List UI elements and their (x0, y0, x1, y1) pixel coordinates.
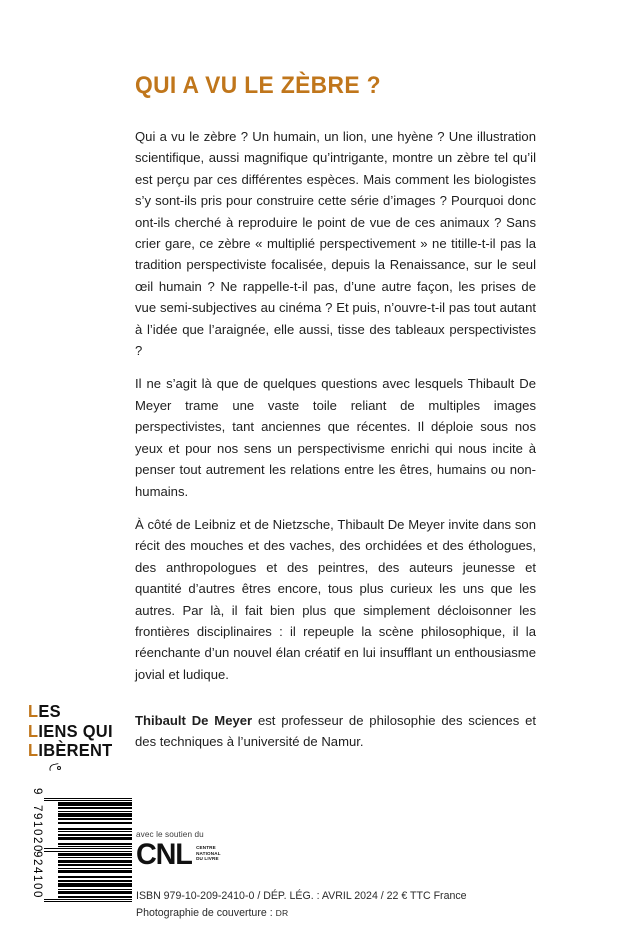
barcode-right-group: 924100 (31, 851, 43, 899)
support-credit (136, 830, 221, 869)
cnl-logo (136, 838, 221, 871)
publisher-logo-initial: L (28, 701, 39, 721)
publisher-logo-initial: L (28, 720, 39, 741)
cnl-subtitle-line-1: CENTRE (196, 845, 216, 850)
blurb-paragraph-2: Il ne s’agit là que de quelques questions avec lesquels Thibault De Meyer trame une vaste toile reliant de multiples images perspectivistes, tant anciennes que récentes. Il déploie sous nos yeux et pour nos sens un perspectivisme enrichi qui nous incite à penser tout autrement les relations entre les êtres, humains ou non-humains. (135, 376, 536, 499)
cnl-subtitle (196, 845, 221, 862)
blurb-text (135, 126, 536, 685)
publisher-logo-line-2 (28, 722, 126, 742)
publisher-logo-rest: IENS QUI (38, 720, 113, 741)
publisher-logo-rest: IBÈRENT (38, 740, 113, 760)
photo-credit-line (136, 905, 467, 922)
publisher-logo-line-1 (28, 702, 126, 722)
curl-mark-icon (28, 763, 132, 777)
photo-credit-prefix: Photographie de couverture : (136, 907, 276, 919)
isbn-line: ISBN 979-10-209-2410-0 / DÉP. LÉG. : AVRIL 2024 / 22 € TTC France (136, 890, 467, 902)
cnl-wordmark: CNL (136, 838, 192, 871)
barcode (30, 788, 132, 904)
publisher-logo-line-3 (28, 741, 126, 761)
barcode-rotor (30, 788, 132, 904)
photo-credit-value: DR (275, 908, 289, 918)
cnl-subtitle-line-3: DU LIVRE (196, 856, 219, 862)
publisher-logo-initial: L (28, 740, 39, 760)
barcode-bars (44, 798, 132, 902)
blurb-paragraph-1: Qui a vu le zèbre ? Un humain, un lion, une hyène ? Une illustration scientifique, aussi magnifique qu’intrigante, montre un zèbre tel qu’il est perçu par ces différentes espèces. Mais comment les biologistes s’y sont-ils pris pour construire cette série d’images ? Pourquoi donc ont-ils cherché à reproduire le point de vue de ces animaux ? Sans crier gare, ce zèbre « multiplié perspectivement » ne titille-t-il pas la tradition perspectiviste focalisée, depuis la Renaissance, sur le seul œil humain ? Ne rappelle-t-il pas, d’une autre façon, les prises de vue semi-subjectives au cinéma ? Et puis, n’ouvre-t-il pas tout autant à l’idée que l’araignée, elle aussi, tisse des tableaux perspectivistes ? (135, 129, 536, 359)
cnl-subtitle-line-2: NATIONAL (196, 850, 221, 856)
author-biography-text: est professeur de philosophie des sciences et des techniques à l’université de Namur. (135, 713, 536, 750)
blurb-paragraph-3: À côté de Leibniz et de Nietzsche, Thibault De Meyer invite dans son récit des mouches et des vaches, des orchidées et des éthologues, des anthropologues et des peintres, des auteurs jeunesse et quantité d’autres êtres encore, tous plus curieux les uns que les autres. Par là, il fait bien plus que simplement décloisonner les frontières disciplinaires : il repeuple la scène philosophique, il la réenchante d’un nouvel élan créatif en lui insufflant un enthousiasme jovial et ludique. (135, 516, 536, 682)
barcode-left-group: 791020 (31, 805, 43, 853)
barcode-lead-digit: 9 (31, 788, 43, 795)
author-biography (135, 710, 536, 753)
support-label: avec le soutien du (136, 830, 204, 839)
publisher-logo (28, 702, 132, 777)
barcode-digits (30, 788, 45, 904)
curl-mark-dot (57, 766, 61, 770)
author-name: Thibault De Meyer (135, 713, 253, 728)
legal-info (136, 888, 467, 922)
publisher-logo-rest: ES (38, 701, 61, 721)
page-title: QUI A VU LE ZÈBRE ? (135, 72, 381, 99)
